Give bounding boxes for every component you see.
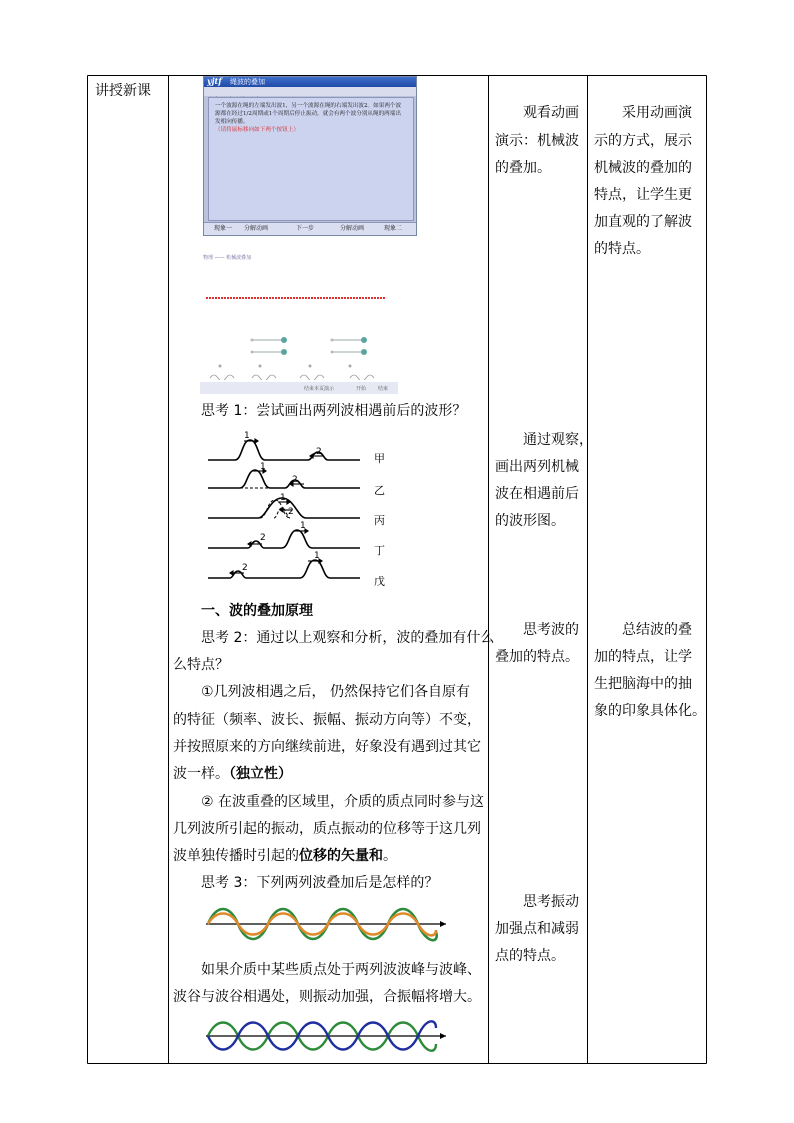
anti-phase-waves-figure	[200, 1012, 455, 1060]
col4-b-line: 象的印象具体化。	[594, 703, 706, 719]
paragraph-2-last: 波单独传播时引起的位移的矢量和。	[173, 848, 397, 864]
row-label-ding: 丁	[374, 544, 385, 557]
col4-a-line: 采用动画演	[622, 105, 692, 121]
col3-b-line: 的波形图。	[495, 513, 565, 529]
end-button[interactable]: 结束	[378, 386, 389, 392]
col4-a-line: 特点，让学生更	[594, 187, 692, 203]
paragraph-3-line: 波谷与波谷相遇处，则振动加强，合振幅将增大。	[173, 989, 481, 1005]
paragraph-1-line: 的特征（频率、波长、振幅、振动方向等）不变，	[173, 712, 481, 728]
wave-label: 1	[280, 493, 286, 503]
col3-b-line: 波在相遇前后	[495, 486, 579, 502]
wave-label: 1	[260, 462, 266, 472]
paragraph-3-line: 如果介质中某些质点处于两列波波峰与波峰、	[201, 962, 481, 978]
paragraph-1-line: 并按照原来的方向继续前进，好象没有遇到过其它	[173, 739, 481, 755]
row-label-bing: 丙	[374, 514, 385, 527]
row-label: 讲授新课	[95, 83, 151, 99]
col4-a-line: 示的方式，展示	[594, 133, 692, 149]
description-text: 一个波源在绳的左端发出波1，另一个波源在绳的右端发出波2。如果两个波源都在经过1/2周期或1个周期后停止振动，就会有两个波分别从绳的两端出发相向传播。	[215, 103, 402, 125]
think-2: 思考 2：通过以上观察和分析，波的叠加有什么	[201, 630, 495, 646]
col3-d-line: 加强点和减弱	[495, 921, 579, 937]
col4-b-line: 生把脑海中的抽	[594, 676, 692, 692]
animation-window	[203, 76, 417, 236]
paragraph-2-line: 几列波所引起的振动，质点振动的位移等于这几列	[173, 821, 481, 837]
col3-b-line: 通过观察，	[523, 432, 593, 448]
hint-text: （请将鼠标移向如下两个按钮上）	[215, 127, 299, 133]
strip-caption: 物理 —— 机械波叠加	[203, 255, 252, 261]
window-titlebar	[204, 77, 416, 87]
wave-label: 2	[242, 563, 248, 573]
col3-d-line: 点的特点。	[495, 948, 565, 964]
paragraph-2-line: ② 在波重叠的区域里，介质的质点同时参与这	[201, 794, 484, 810]
wave-label: 2	[288, 507, 294, 517]
phenomenon-1-button[interactable]: 现象一	[214, 225, 233, 232]
col3-c-line: 叠加的特点。	[495, 649, 579, 665]
col3-c-line: 思考波的	[523, 622, 579, 638]
col4-b-line: 加的特点，让学	[594, 649, 692, 665]
start-button[interactable]: 开始	[356, 386, 367, 392]
next-step-button[interactable]: 下一步	[296, 225, 315, 232]
think-2-cont: 么特点？	[173, 657, 229, 673]
col3-a-line: 演示：机械波	[495, 133, 579, 149]
col4-b-line: 总结波的叠	[622, 622, 692, 638]
wave-label: 2	[316, 447, 322, 457]
decompose-animation-right-button[interactable]: 分解动画	[340, 225, 365, 232]
col4-a-line: 加直观的了解波	[594, 214, 692, 230]
wave-label: 1	[314, 551, 320, 561]
wave-label: 1	[300, 521, 306, 531]
paragraph-1-last: 波一样。（独立性）	[173, 766, 292, 782]
red-rope	[206, 297, 386, 299]
think-1: 思考 1：尝试画出两列波相遇前后的波形？	[201, 403, 467, 419]
description-pane	[208, 97, 414, 221]
col3-a-line: 的叠加。	[495, 160, 551, 176]
wave-label: 2	[292, 475, 298, 485]
think-3: 思考 3：下列两列波叠加后是怎样的？	[201, 875, 439, 891]
independence-term: （独立性）	[229, 766, 292, 782]
wave-pulse-diagram	[200, 428, 400, 592]
col4-a-line: 的特点。	[594, 241, 650, 257]
control-panel	[200, 330, 398, 396]
col4-a-line: 机械波的叠加的	[594, 160, 692, 176]
vector-sum-term: 位移的矢量和	[299, 848, 383, 864]
paragraph-1-line: ①几列波相遇之后， 仍然保持它们各自原有	[201, 684, 470, 700]
decompose-animation-left-button[interactable]: 分解动画	[244, 225, 269, 232]
wave-label: 1	[244, 431, 250, 441]
phenomenon-2-button[interactable]: 现象二	[384, 225, 403, 232]
col3-a-line: 观看动画	[523, 105, 579, 121]
row-label-wu: 戊	[374, 575, 385, 588]
in-phase-waves-figure	[200, 900, 455, 948]
section-heading: 一、波的叠加原理	[201, 603, 313, 619]
window-title: 绳波的叠加	[230, 78, 265, 86]
slider-controls	[200, 330, 398, 380]
end-demo-button[interactable]: 结束本页演示	[304, 386, 335, 392]
app-logo: yjtf	[207, 76, 222, 86]
row-label-yi: 乙	[374, 484, 385, 497]
col3-d-line: 思考振动	[523, 894, 579, 910]
row-label-jia: 甲	[374, 452, 385, 465]
control-bar	[200, 382, 398, 394]
col3-b-line: 画出两列机械	[495, 459, 579, 475]
wave-label: 2	[260, 533, 266, 543]
